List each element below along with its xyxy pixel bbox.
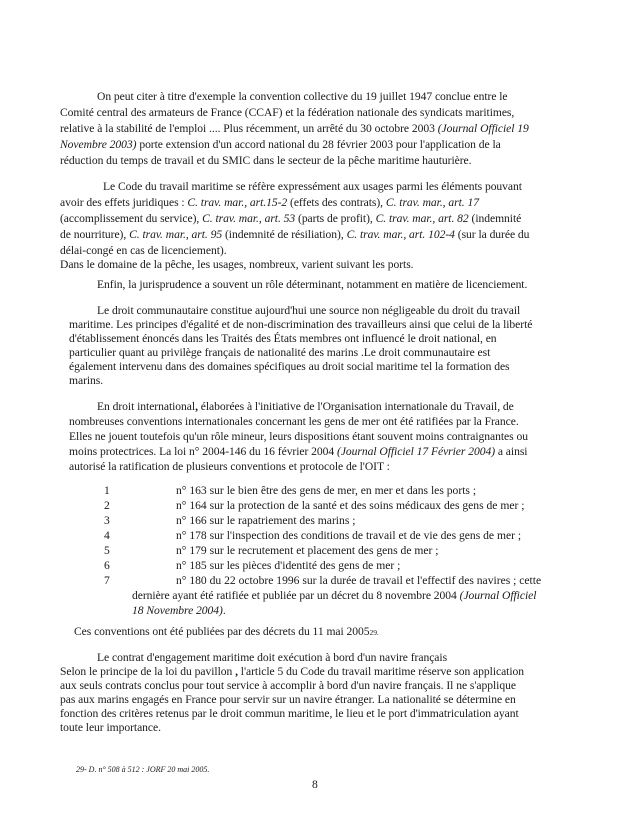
text-line: de nourriture), C. trav. mar., art. 95 (indemnité de résiliation), C. trav. mar., art. 102-4 (sur la durée du: [60, 228, 530, 241]
list-item-text: n° 164 sur la protection de la santé et des soins médicaux des gens de mer ;: [176, 499, 525, 512]
text-line: toute leur importance.: [60, 721, 161, 734]
footnote-reference: 29.: [369, 628, 379, 637]
text-line: aux seuls contrats conclus pour tout service à accomplir à bord d'un navire français. Il ne s'applique: [60, 679, 516, 692]
text-line: particulier quant au privilège français de nationalité des marins .Le droit communautaire est: [69, 346, 491, 359]
text-line: En droit international, élaborées à l'initiative de l'Organisation internationale du Travail, de: [97, 400, 514, 413]
text-line: pas aux marins engagés en France pour servir sur un navire étranger. La nationalité se détermine en: [60, 693, 516, 706]
text-line: dernière ayant été ratifiée et publiée par un décret du 8 novembre 2004 (Journal Officiel: [132, 589, 537, 602]
text-line: réduction du temps de travail et du SMIC dans le secteur de la pêche maritime hauturière.: [60, 154, 472, 167]
list-item: [0, 544, 638, 558]
text-line: marins.: [69, 374, 104, 387]
list-item-text: n° 179 sur le recrutement et placement des gens de mer ;: [176, 544, 439, 557]
list-item-number: 3: [104, 514, 110, 527]
text-line: On peut citer à titre d'exemple la convention collective du 19 juillet 1947 conclue entre le: [97, 90, 508, 103]
list-item-text: n° 180 du 22 octobre 1996 sur la durée de travail et l'effectif des navires ; cette: [176, 574, 542, 587]
text-line: Comité central des armateurs de France (CCAF) et la fédération nationale des syndicats maritimes,: [60, 106, 515, 119]
list-item: [0, 559, 638, 573]
page-number: 8: [312, 778, 318, 791]
text-line: également intervenu dans des domaines spécifiques au droit social maritime tel la formation des: [69, 360, 510, 373]
list-item-number: 7: [104, 574, 110, 587]
text-line: Enfin, la jurisprudence a souvent un rôle déterminant, notamment en matière de licenciement.: [97, 278, 528, 291]
text-line: Novembre 2003) porte extension d'un accord national du 28 février 2003 pour l'application de la: [60, 138, 501, 151]
text-line: Le Code du travail maritime se réfère expressément aux usages parmi les éléments pouvant: [103, 180, 522, 193]
list-item-number: 2: [104, 499, 110, 512]
text-line: (accomplissement du service), C. trav. mar., art. 53 (parts de profit), C. trav. mar., art. 82 (indemnité: [60, 212, 522, 225]
footnote: 29- D. n° 508 à 512 : JORF 20 mai 2005.: [76, 765, 210, 774]
list-item-text: n° 163 sur le bien être des gens de mer, en mer et dans les ports ;: [176, 484, 477, 497]
text-line: relative à la stabilité de l'emploi .... Plus récemment, un arrêté du 30 octobre 2003 (Journal Officiel 19: [60, 122, 529, 135]
text-line: maritime. Les principes d'égalité et de non-discrimination des travailleurs ainsi que celui de la liberté: [69, 318, 533, 331]
text-line: Ces conventions ont été publiées par des décrets du 11 mai 200529.: [74, 625, 379, 638]
list-item: [0, 514, 638, 528]
list-item-text: n° 166 sur le rapatriement des marins ;: [176, 514, 356, 527]
text-line: délai-congé en cas de licenciement).: [60, 244, 227, 257]
list-item: [0, 574, 638, 588]
text-line: nombreuses conventions internationales concernant les gens de mer ont été ratifiées par la France.: [69, 415, 519, 428]
text-line: Elles ne jouent toutefois qu'un rôle mineur, leurs dispositions étant souvent moins contraignantes ou: [69, 430, 528, 443]
text-line: moins protectrices. La loi n° 2004-146 du 16 février 2004 (Journal Officiel 17 Février 2004) a ainsi: [69, 445, 528, 458]
text-line: d'établissement énoncés dans les Traités des États membres ont influencé le droit national, en: [69, 332, 497, 345]
text-line: Le droit communautaire constitue aujourd'hui une source non négligeable du droit du travail: [97, 304, 521, 317]
text-line: 18 Novembre 2004).: [132, 604, 226, 617]
text-line: Dans le domaine de la pêche, les usages, nombreux, varient suivant les ports.: [60, 258, 414, 271]
list-item-text: n° 178 sur l'inspection des conditions de travail et de vie des gens de mer ;: [176, 529, 522, 542]
list-item: [0, 484, 638, 498]
text-line: Selon le principe de la loi du pavillon , l'article 5 du Code du travail maritime réserve son application: [60, 665, 525, 678]
list-item: [0, 529, 638, 543]
list-item-number: 4: [104, 529, 110, 542]
text-line: avoir des effets juridiques : C. trav. mar., art.15-2 (effets des contrats), C. trav. mar., art. 17: [60, 196, 479, 209]
list-item: [0, 499, 638, 513]
list-item-number: 5: [104, 544, 110, 557]
text-line: fonction des critères retenus par le droit commun maritime, le lieu et le port d'immatriculation ayant: [60, 707, 519, 720]
list-item-text: n° 185 sur les pièces d'identité des gens de mer ;: [176, 559, 401, 572]
text-line: autorisé la ratification de plusieurs conventions et protocole de l'OIT :: [69, 460, 390, 473]
text-line: Le contrat d'engagement maritime doit exécution à bord d'un navire français: [97, 651, 448, 664]
list-item-number: 6: [104, 559, 110, 572]
list-item-number: 1: [104, 484, 110, 497]
